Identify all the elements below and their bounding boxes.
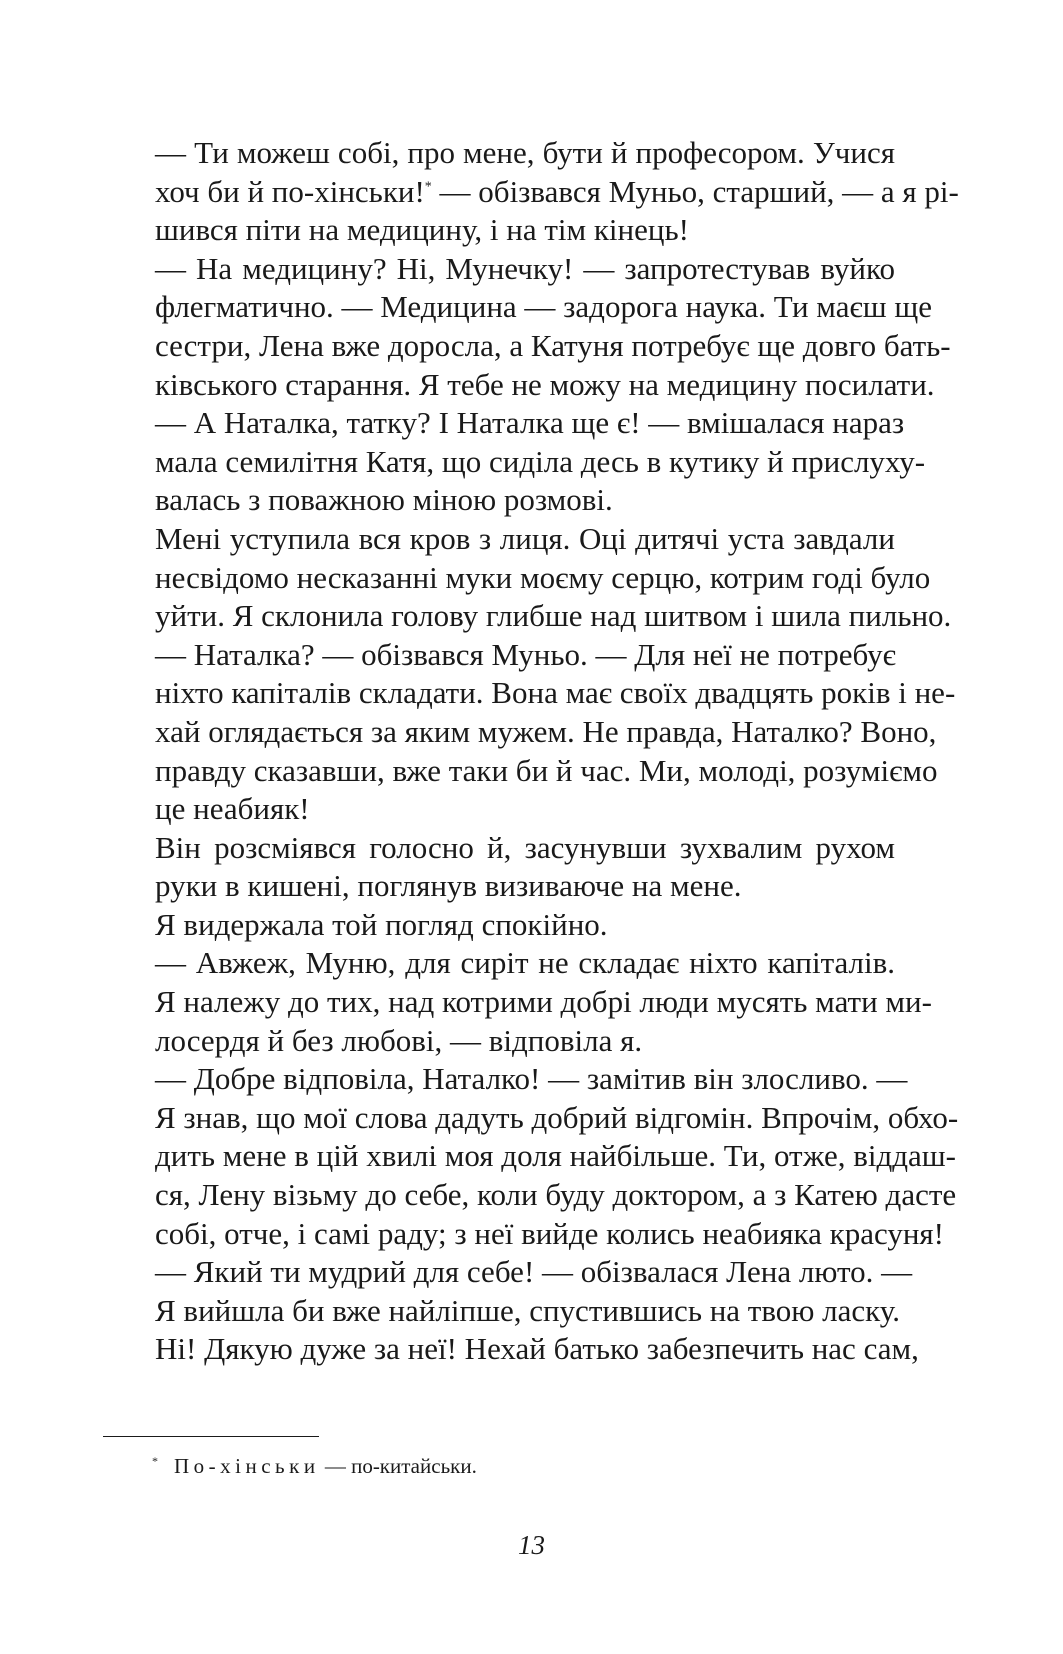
text-line: — Який ти мудрий для себе! — обізвалася Лена люто. — — [155, 1254, 913, 1290]
text-line: це неабияк! — [155, 791, 310, 827]
paragraph-8 — [103, 944, 932, 1060]
paragraph-6 — [103, 829, 895, 906]
text-line: руки в кишені, поглянув визиваюче на мене. — [155, 868, 742, 904]
text-line: сестри, Лена вже доросла, а Катуня потребує ще довго бать- — [155, 327, 951, 363]
text-line: Мені уступила вся кров з лиця. Оці дитячі уста завдали — [155, 520, 895, 556]
text-line: — Наталка? — обізвався Муньо. — Для неї не потребує — [155, 636, 896, 672]
text-fragment: хоч би й по-хінськи! — [155, 173, 425, 209]
text-line: Він розсміявся голосно й, засунувши зухвалим рухом — [155, 829, 895, 865]
text-line: правду сказавши, вже таки би й час. Ми, молоді, розуміємо — [155, 752, 938, 788]
paragraph-7 — [103, 906, 895, 945]
paragraph-3 — [103, 404, 926, 520]
text-line: мала семилітня Катя, що сиділа десь в кутику й прислуху- — [155, 443, 926, 479]
text-line: — Ти можеш собі, про мене, бути й професором. Учися — [155, 135, 895, 170]
text-fragment: — обізвався Муньо, старший, — а я рі- — [431, 173, 959, 209]
text-line: — На медицину? Ні, Мунечку! — запротестував вуйко — [155, 250, 895, 286]
footnote-term: По-хінськи — [174, 1454, 320, 1478]
paragraph-1 — [103, 134, 959, 250]
text-line: несвідомо несказанні муки моєму серцю, котрим годі було — [155, 559, 931, 595]
text-line: Я належу до тих, над котрими добрі люди мусять мати ми- — [155, 984, 932, 1020]
text-line: — А Наталка, татку? І Наталка ще є! — вмішалася нараз — [155, 405, 905, 441]
page-number: 13 — [518, 1530, 545, 1560]
text-line: дить мене в цій хвилі моя доля найбільше. Ти, отже, віддаш- — [155, 1138, 956, 1174]
paragraph-4 — [103, 520, 952, 636]
text-line: лосердя й без любові, — відповіла я. — [155, 1022, 643, 1058]
paragraph-10 — [103, 1253, 919, 1369]
text-line: хай оглядається за яким мужем. Не правда, Наталко? Воно, — [155, 713, 937, 749]
footnote-divider — [103, 1436, 319, 1437]
text-line: флегматично. — Медицина — задорога наука. Ти маєш ще — [155, 289, 933, 325]
text-line: ніхто капіталів складати. Вона має своїх двадцять років і не- — [155, 675, 956, 711]
text-line: собі, отче, і самі раду; з неї вийде колись неабияка красуня! — [155, 1215, 945, 1251]
text-line: уйти. Я склонила голову глибше над шитвом і шила пильно. — [155, 598, 952, 634]
text-line: ся, Лену візьму до себе, коли буду доктором, а з Катею дасте — [155, 1177, 957, 1213]
text-line: валась з поважною міною розмові. — [155, 482, 613, 518]
footnote-mark: * — [152, 1454, 158, 1468]
text-line: шився піти на медицину, і на тім кінець! — [155, 212, 689, 248]
text-line: Я видержала той погляд спокійно. — [155, 906, 608, 942]
footnote-reference: * — [424, 179, 432, 195]
main-text — [103, 134, 959, 1369]
text-line — [103, 173, 959, 212]
text-line: Я вийшла би вже найліпше, спустившись на твою ласку. — [155, 1292, 900, 1328]
paragraph-2 — [103, 250, 951, 404]
paragraph-5 — [103, 636, 956, 829]
text-line: — Добре відповіла, Наталко! — замітив він злосливо. — — [155, 1061, 908, 1097]
footnote-definition: — по-китайськи. — [319, 1454, 477, 1478]
text-line: ківського старання. Я тебе не можу на медицину посилати. — [155, 366, 935, 402]
footnote — [152, 1452, 477, 1480]
text-line: — Авжеж, Муню, для сиріт не складає ніхто капіталів. — [155, 945, 895, 981]
text-line: Ні! Дякую дуже за неї! Нехай батько забезпечить нас сам, — [155, 1331, 919, 1367]
text-line: Я знав, що мої слова дадуть добрий відгомін. Впрочім, обхо- — [155, 1099, 959, 1135]
paragraph-9 — [103, 1060, 959, 1253]
